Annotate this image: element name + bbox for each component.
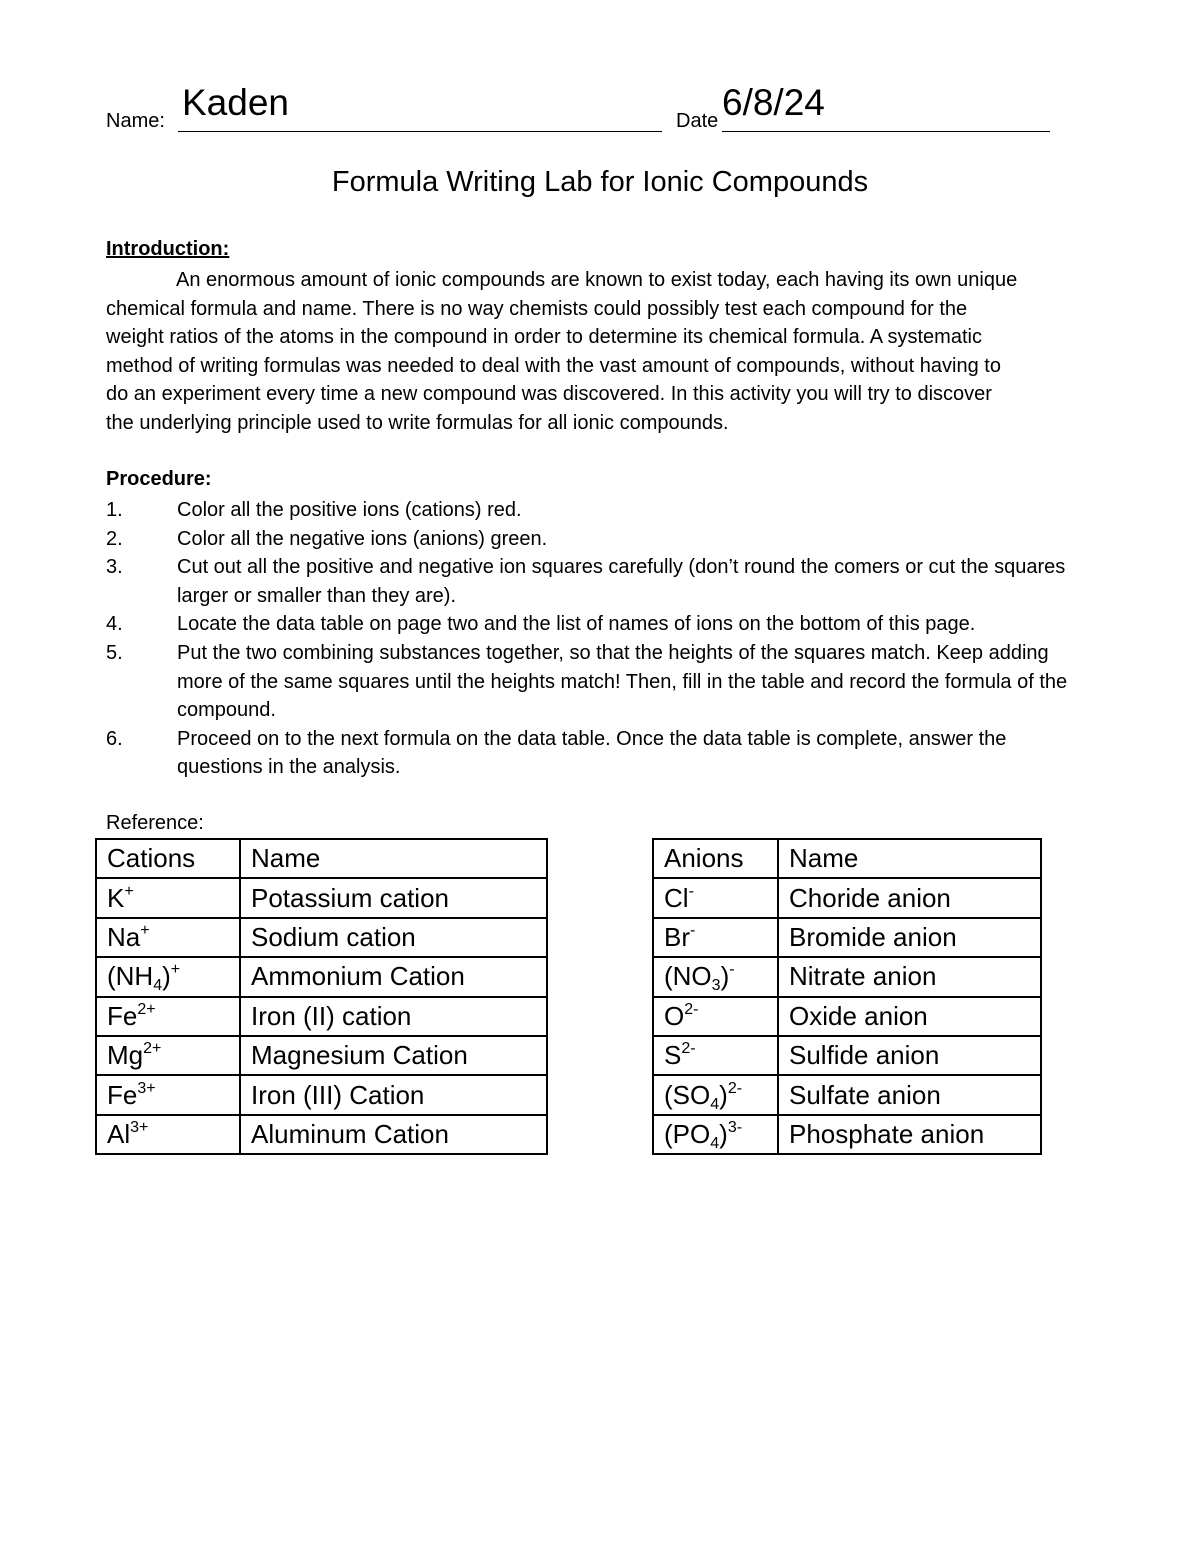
ion-close-paren: ) [162,961,171,992]
name-label: Name: [106,110,165,132]
introduction-heading: Introduction: [106,238,230,260]
ion-symbol: (NO [664,961,712,992]
ion-subscript: 4 [153,977,163,995]
anion-header-name: Name [778,839,1041,878]
cation-row [96,1115,547,1154]
ion-close-paren: ) [720,961,730,992]
introduction-line: do an experiment every time a new compound was discovered. In this activity you will try to discover [106,383,992,406]
cation-row [96,957,547,996]
cation-row [96,997,547,1036]
introduction-paragraph [106,266,1096,438]
name-underline [178,131,662,132]
procedure-step-text: Color all the negative ions (anions) green. [177,527,548,550]
procedure-step-text: Locate the data table on page two and the list of names of ions on the bottom of this page. [177,613,976,636]
introduction-line: weight ratios of the atoms in the compound in order to determine its chemical formula. A systematic [106,326,982,349]
anion-row [653,1115,1041,1154]
ion-symbol: Br [664,921,690,952]
cation-name-cell: Iron (III) Cation [240,1075,547,1114]
cation-symbol-cell [96,1075,240,1114]
ion-symbol: (SO [664,1079,711,1110]
introduction-line: method of writing formulas was needed to deal with the vast amount of compounds, without having to [106,354,1001,377]
anion-symbol-cell [653,878,778,917]
anion-row [653,1036,1041,1075]
cation-header-symbol: Cations [96,839,240,878]
introduction-line: An enormous amount of ionic compounds are known to exist today, each having its own unique [176,269,1018,291]
procedure-step-text: Color all the positive ions (cations) red. [177,499,522,521]
ion-charge: 3- [727,1118,743,1136]
procedure-step-number: 6. [106,727,123,750]
ion-charge: 2- [681,1040,696,1058]
ion-symbol: (PO [664,1118,711,1149]
introduction-line: chemical formula and name. There is no way chemists could possibly test each compound for the [106,297,968,320]
procedure-step [106,639,1096,725]
page-title: Formula Writing Lab for Ionic Compounds [331,166,869,198]
ion-charge: - [688,882,694,900]
anion-header-row [653,839,1041,878]
date-value[interactable]: 6/8/24 [722,82,825,123]
procedure-step-number: 2. [106,527,123,550]
procedure-step [106,496,1096,525]
ion-symbol: Na [107,921,141,952]
procedure-step [106,610,1096,639]
cation-symbol-cell [96,1115,240,1154]
anion-name-cell: Nitrate anion [778,957,1041,996]
anion-row [653,1075,1041,1114]
anion-name-cell: Phosphate anion [778,1115,1041,1154]
anion-name-cell: Bromide anion [778,918,1041,957]
anion-row [653,997,1041,1036]
anion-name-cell: Oxide anion [778,997,1041,1036]
procedure-step [106,725,1096,782]
ion-symbol: (NH [107,961,154,992]
procedure-step-number: 3. [106,556,123,579]
procedure-step-number: 1. [106,499,123,521]
ion-symbol: S [664,1040,682,1071]
ion-symbol: O [664,1000,685,1031]
cation-name-cell: Aluminum Cation [240,1115,547,1154]
anion-symbol-cell [653,1115,778,1154]
ion-charge: - [729,961,735,979]
ion-charge: 3+ [137,1079,156,1097]
ion-symbol: Fe [107,1079,138,1110]
ion-subscript: 4 [710,1095,720,1113]
procedure-step [106,553,1096,610]
anion-name-cell: Choride anion [778,878,1041,917]
ion-close-paren: ) [719,1118,728,1149]
anion-symbol-cell [653,997,778,1036]
anion-row [653,957,1041,996]
ion-charge: 2- [727,1079,743,1097]
cation-name-cell: Iron (II) cation [240,997,547,1036]
ion-symbol: K [107,882,125,913]
ion-symbol: Cl [664,882,689,913]
ion-charge: + [170,961,181,979]
cation-name-cell: Magnesium Cation [240,1036,547,1075]
cation-row [96,1075,547,1114]
ion-charge: 3+ [130,1118,149,1136]
procedure-step-text: Put the two combining substances together, so that the heights of the squares match. Keep adding more of the same squares until the heights match! Then, fill in the table and record the formula of the compound. [177,641,1068,722]
anions-table [652,838,1042,1155]
ion-charge: 2+ [137,1000,156,1018]
cation-name-cell: Potassium cation [240,878,547,917]
cation-symbol-cell [96,957,240,996]
ion-charge: + [140,921,150,939]
anion-symbol-cell [653,1075,778,1114]
procedure-heading: Procedure: [106,468,212,490]
ion-close-paren: ) [719,1079,728,1110]
anion-name-cell: Sulfide anion [778,1036,1041,1075]
name-value[interactable]: Kaden [182,82,289,123]
procedure-step-number: 4. [106,613,123,636]
cation-name-cell: Ammonium Cation [240,957,547,996]
ion-symbol: Fe [107,1000,138,1031]
anion-header-symbol: Anions [653,839,778,878]
procedure-step-text: Cut out all the positive and negative ion squares carefully (don’t round the comers or cut the squares larger or smaller than they are). [177,556,1066,607]
introduction-line: the underlying principle used to write formulas for all ionic compounds. [106,411,729,434]
cations-table [95,838,548,1155]
cation-symbol-cell [96,997,240,1036]
cation-symbol-cell [96,878,240,917]
ion-subscript: 3 [711,977,721,995]
cation-name-cell: Sodium cation [240,918,547,957]
ion-charge: - [690,921,696,939]
cation-symbol-cell [96,1036,240,1075]
date-label: Date [676,110,719,132]
cation-symbol-cell [96,918,240,957]
cation-header-row [96,839,547,878]
ion-symbol: Mg [107,1040,144,1071]
ion-subscript: 4 [710,1134,720,1152]
ion-charge: + [124,882,134,900]
ion-charge: 2+ [143,1040,162,1058]
cation-row [96,1036,547,1075]
cation-header-name: Name [240,839,547,878]
cation-row [96,918,547,957]
procedure-list [106,496,1096,782]
ion-charge: 2- [684,1000,699,1018]
ion-symbol: Al [107,1118,131,1149]
anion-name-cell: Sulfate anion [778,1075,1041,1114]
date-underline [722,131,1050,132]
anion-symbol-cell [653,918,778,957]
procedure-step-text: Proceed on to the next formula on the data table. Once the data table is complete, answer the questions in the analysis. [177,727,1007,779]
cation-row [96,878,547,917]
anion-row [653,878,1041,917]
anion-symbol-cell [653,1036,778,1075]
procedure-step-number: 5. [106,641,123,664]
reference-label: Reference: [106,812,204,834]
procedure-step [106,525,1096,554]
anion-symbol-cell [653,957,778,996]
anion-row [653,918,1041,957]
